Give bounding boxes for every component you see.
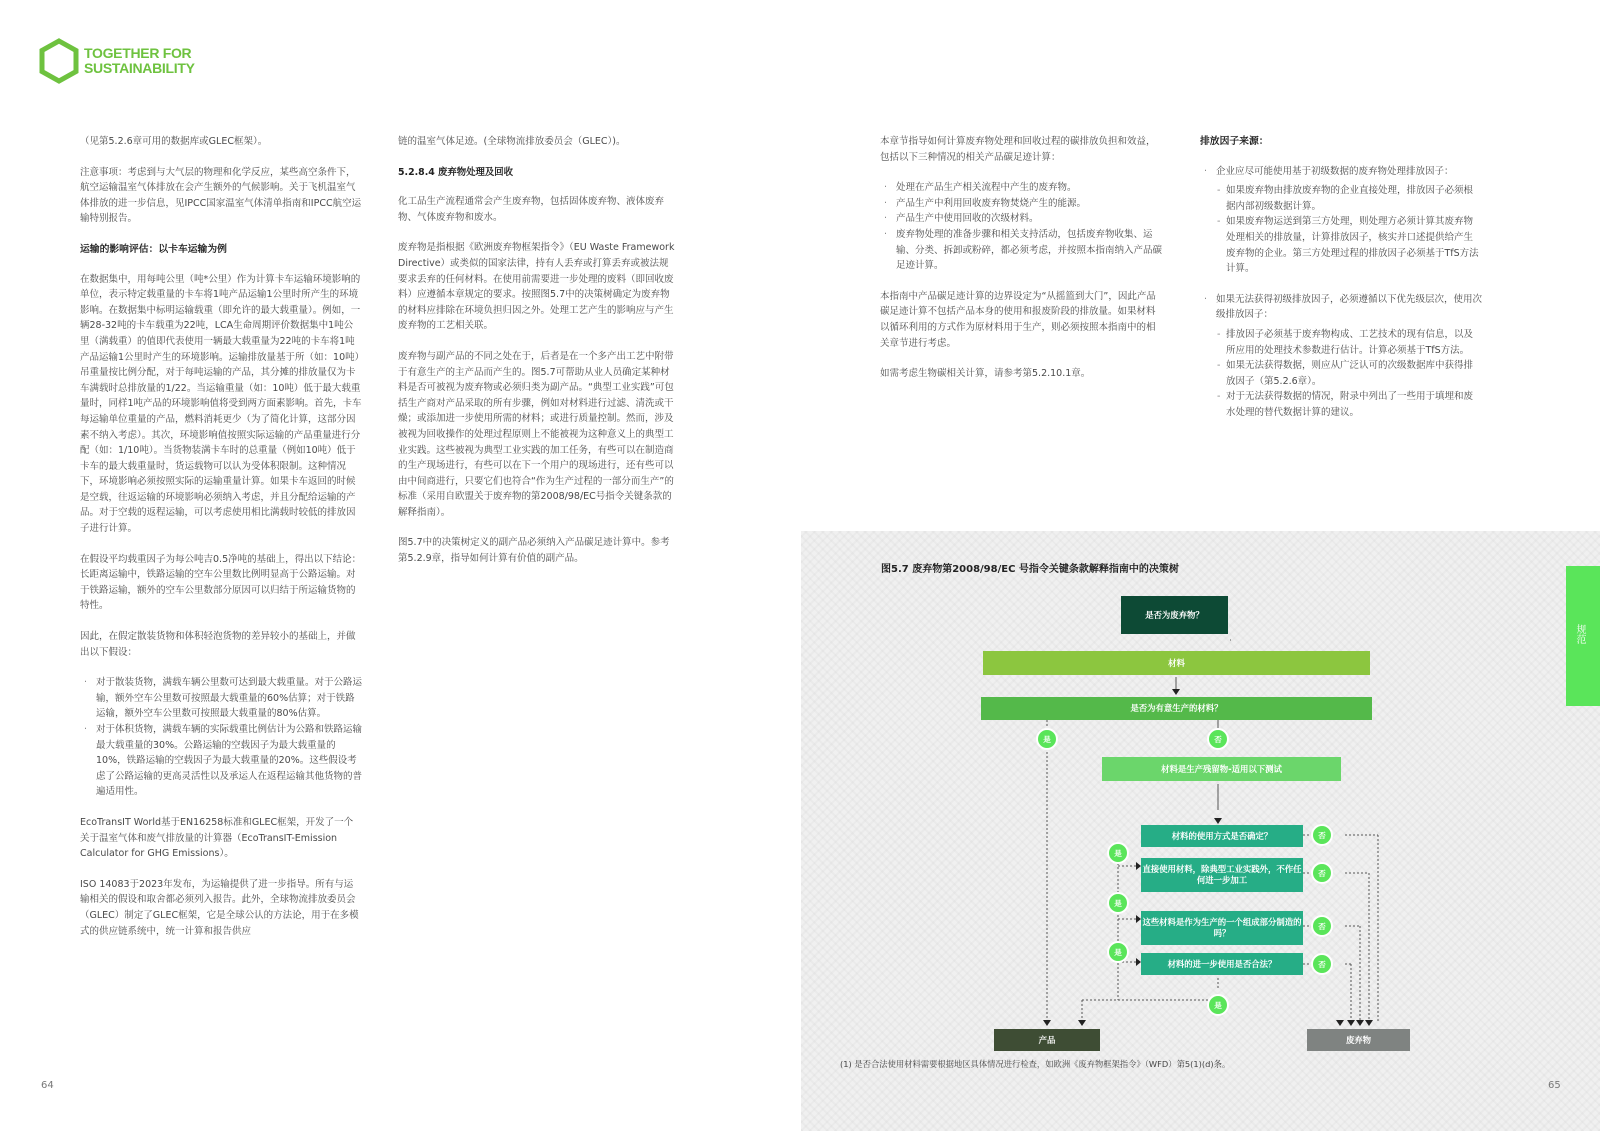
paragraph: 在假设平均载重因子为每公吨吉0.5净吨的基础上，得出以下结论：长距离运输中，铁路运输的空车公里数比例明显高于公路运输。对于铁路运输，额外的空车公里数部分原因可以归结于所运输货物的特性。: [80, 553, 362, 612]
left-page-column-2: [398, 134, 676, 582]
side-section-tab: [1566, 566, 1600, 706]
no-circle: 否: [1311, 862, 1333, 884]
logo-line1: TOGETHER FOR: [84, 45, 192, 61]
section-heading: 排放因子来源：: [1200, 136, 1269, 147]
section-heading: 5.2.8.4 废弃物处理及回收: [398, 166, 514, 178]
node-intentional: 是否为有意生产的材料？: [981, 697, 1372, 720]
list-item: · 产品生产中使用回收的次级材料。: [896, 211, 1162, 227]
paragraph: 废弃物是指根据《欧洲废弃物框架指令》（EU Waste Framework Directive）或类似的国家法律，持有人丢弃或打算丢弃或被法规要求丢弃的任何材料。在使用前需要进一步处理的废料（即回收废料）应遵循本章规定的要求。按照图5.7中的决策树确定为废弃物的材料应排除在环境负担归因之外。处理工艺产生的影响应与产生废弃物的工艺相关联。: [398, 242, 675, 332]
node-use-certain: 材料的使用方式是否确定？: [1141, 825, 1303, 847]
paragraph: （见第5.2.6章可用的数据库或GLEC框架）。: [80, 136, 268, 147]
paragraph: 在数据集中，用每吨公里（吨*公里）作为计算卡车运输环境影响的单位，表示特定载重量的卡车将1吨产品运输1公里时所产生的环境影响。在数据集中标明运输载重（即允许的最大载重量）。例如，一辆28-32吨的卡车载重为22吨，LCA生命周期评价数据集中1吨公里（满载重）的值即代表使用一辆最大载重量为22吨的卡车将1吨产品运输1公里时产生的环境影响。运输排放量基于所（如：10吨）吊重量按比例分配，对于每吨运输的产品，其分摊的排放量仅为卡车满载时总排放量的1/22。当运输重量（如：10吨）低于最大载重量时，同样1吨产品的环境影响值将受到两方面素影响。首先，卡车每运输单位重量的产品，燃料消耗更少（为了简化计算，这部分因素不纳入考虑）。其次，环境影响值按照实际运输的产品重量进行分配（如：1/10吨）。当货物装满卡车时的总重量（例如10吨）低于卡车的最大载重量时，货运载物可以认为受体积限制。这种情况下，环境影响必须按照实际的运输重量计算。如果卡车返回的时候是空载，往返运输的环境影响必须纳入考虑，并且分配给运输的产品。对于空载的返程运输，可以考虑使用相比满载时较低的排放因子进行计算。: [80, 273, 362, 535]
list-item: - 如果无法获得数据，则应从广泛认可的次级数据库中获得排放因子（第5.2.6章）。: [1226, 358, 1482, 389]
paragraph: ISO 14083于2023年发布，为运输提供了进一步指导。所有与运输相关的假设和取舍都必须列入报告。此外，全球物流排放委员会（GLEC）制定了GLEC框架，它是全球公认的方法论，用于在多模式的供应链系统中，统一计算和报告供应: [80, 878, 359, 937]
brand-logo: [38, 38, 195, 88]
paragraph: 本指南中产品碳足迹计算的边界设定为“从摇篮到大门”，因此产品碳足迹计算不包括产品本身的使用和报废阶段的排放量。如果材料以循环利用的方式作为原材料用于生产，则必须按照本指南中的相关章节进行考虑。: [880, 290, 1156, 349]
bullet-list: [1200, 164, 1482, 180]
list-item: · 处理在产品生产相关流程中产生的废弃物。: [896, 180, 1162, 196]
node-integral-part: 这些材料是作为生产的一个组成部分制造的吗？: [1141, 911, 1303, 945]
node-legal-use: 材料的进一步使用是否合法？: [1141, 953, 1303, 975]
paragraph: 图5.7中的决策树定义的副产品必须纳入产品碳足迹计算中。参考第5.2.9章，指导如何计算有价值的副产品。: [398, 537, 670, 565]
side-tab-label: 规范: [1574, 624, 1585, 644]
list-item: · 产品生产中利用回收废弃物焚烧产生的能源。: [896, 196, 1162, 212]
list-item: · 对于体积货物，满载车辆的实际载重比例估计为公路和铁路运输最大载重量的30%。公路运输的空载因子为最大载重量的10%，铁路运输的空载因子为最大载重量的20%。这些假设考虑了公路运输的更高灵活性以及承运人在返程运输其他货物的普遍适用性。: [96, 722, 362, 800]
paragraph: 注意事项：考虑到与大气层的物理和化学反应，某些高空条件下，航空运输温室气体排放在会产生额外的气候影响。关于飞机温室气体排放的进一步信息，见IPCC国家温室气体清单指南和IPCC航空运输特别报告。: [80, 166, 362, 225]
node-residue: 材料是生产残留物-适用以下测试: [1102, 757, 1341, 781]
bullet-list: [80, 675, 362, 800]
paragraph: 本章节指导如何计算废弃物处理和回收过程的碳排放负担和效益，包括以下三种情况的相关产品碳足迹计算：: [880, 136, 1156, 163]
bullet-list: [1200, 292, 1482, 323]
list-item: · 废弃物处理的准备步骤和相关支持活动，包括废弃物收集、运输、分类、拆卸或粉碎，都必须考虑，并按照本指南纳入产品碳足迹计算。: [896, 227, 1162, 274]
yes-circle: 是: [1107, 892, 1129, 914]
dash-list: [1200, 183, 1482, 277]
figure-footnote: (1) 是否合法使用材料需要根据地区具体情况进行检查，如欧洲《废弃物框架指令》（WFD）第5(1)(d)条。: [840, 1059, 1231, 1069]
yes-circle: 是: [1107, 842, 1129, 864]
paragraph: 如需考虑生物碳相关计算，请参考第5.2.10.1章。: [880, 368, 1091, 380]
bullet-list: [880, 180, 1162, 274]
no-circle: 否: [1311, 915, 1333, 937]
section-heading: 运输的影响评估：以卡车运输为例: [80, 243, 227, 255]
logo-line2: SUSTAINABILITY: [84, 60, 195, 76]
list-item: - 如果废弃物运送到第三方处理，则处理方必须计算其废弃物处理相关的排放量，计算排放因子，核实并口述提供给产生废弃物的企业。第三方处理过程的排放因子必须基于TfS方法计算。: [1226, 214, 1482, 276]
paragraph: 废弃物与副产品的不同之处在于，后者是在一个多产出工艺中附带于有意生产的主产品而产生的。图5.7可帮助从业人员确定某种材料是否可被视为废弃物或必须归类为副产品。“典型工业实践”可包括生产商对产品采取的所有步骤，例如对材料进行过滤、清洗或干燥；或添加进一步使用所需的材料；或进行质量控制。然而，涉及被视为回收操作的处理过程原则上不能被视为这种意义上的典型工业实践。这些被视为典型工业实践的加工任务，有些可以在制造商的生产现场进行，有些可以在下一个用户的现场进行，还有些可以由中间商进行，只要它们也符合“作为生产过程的一部分而生产”的标准（采用自欧盟关于废弃物的第2008/98/EC号指令关键条款的解释指南）。: [398, 350, 674, 518]
node-waste: 废弃物: [1307, 1029, 1410, 1051]
figure-title: 图5.7 废弃物第2008/98/EC 号指令关键条款解释指南中的决策树: [881, 564, 1179, 575]
left-page-column-1: [80, 134, 362, 954]
right-page-column-1: [880, 134, 1162, 397]
page-number-right: 65: [1548, 1080, 1561, 1091]
paragraph: 链的温室气体足迹。(全球物流排放委员会（GLEC）)。: [398, 136, 626, 147]
list-item: · 对于散装货物，满载车辆公里数可达到最大载重量。对于公路运输，额外空车公里数可按照最大载重量的60%估算；对于铁路运输，额外空车公里数可按照最大载重量的80%估算。: [96, 675, 362, 722]
paragraph: 因此，在假定散装货物和体积轻泡货物的差异较小的基础上，并做出以下假设：: [80, 631, 356, 658]
list-item: - 如果废弃物由排放废弃物的企业直接处理，排放因子必须根据内部初级数据计算。: [1226, 183, 1482, 214]
list-item: - 对于无法获得数据的情况，附录中列出了一些用于填埋和废水处理的替代数据计算的建议。: [1226, 389, 1482, 420]
yes-circle: 是: [1207, 994, 1229, 1016]
paragraph: EcoTransIT World基于EN16258标准和GLEC框架，开发了一个关于温室气体和废气排放量的计算器（EcoTransIT-Emission Calculator for GHG Emissions）。: [80, 816, 354, 860]
node-material: 材料: [983, 651, 1370, 675]
yes-circle: 是: [1107, 941, 1129, 963]
paragraph: 化工品生产流程通常会产生废弃物，包括固体废弃物、液体废弃物、气体废弃物和废水。: [398, 196, 665, 223]
node-product: 产品: [994, 1029, 1100, 1051]
list-item: · 企业应尽可能使用基于初级数据的废弃物处理排放因子：: [1216, 164, 1482, 180]
dash-list: [1200, 327, 1482, 421]
no-circle: 否: [1207, 728, 1229, 750]
list-item: - 排放因子必须基于废弃物构成、工艺技术的现有信息，以及所应用的处理技术参数进行估计。计算必须基于TfS方法。: [1226, 327, 1482, 358]
yes-circle: 是: [1036, 728, 1058, 750]
no-circle: 否: [1311, 953, 1333, 975]
page-number-left: 64: [41, 1080, 54, 1091]
right-page-column-2: [1200, 134, 1482, 436]
logo-text: [84, 46, 195, 76]
hexagon-logo-icon: [38, 38, 80, 84]
node-direct-use: 直接使用材料，除典型工业实践外，不作任何进一步加工: [1141, 858, 1303, 892]
node-is-waste: 是否为废弃物？: [1121, 596, 1228, 634]
list-item: · 如果无法获得初级排放因子，必须遵循以下优先级层次，使用次级排放因子：: [1216, 292, 1482, 323]
no-circle: 否: [1311, 824, 1333, 846]
